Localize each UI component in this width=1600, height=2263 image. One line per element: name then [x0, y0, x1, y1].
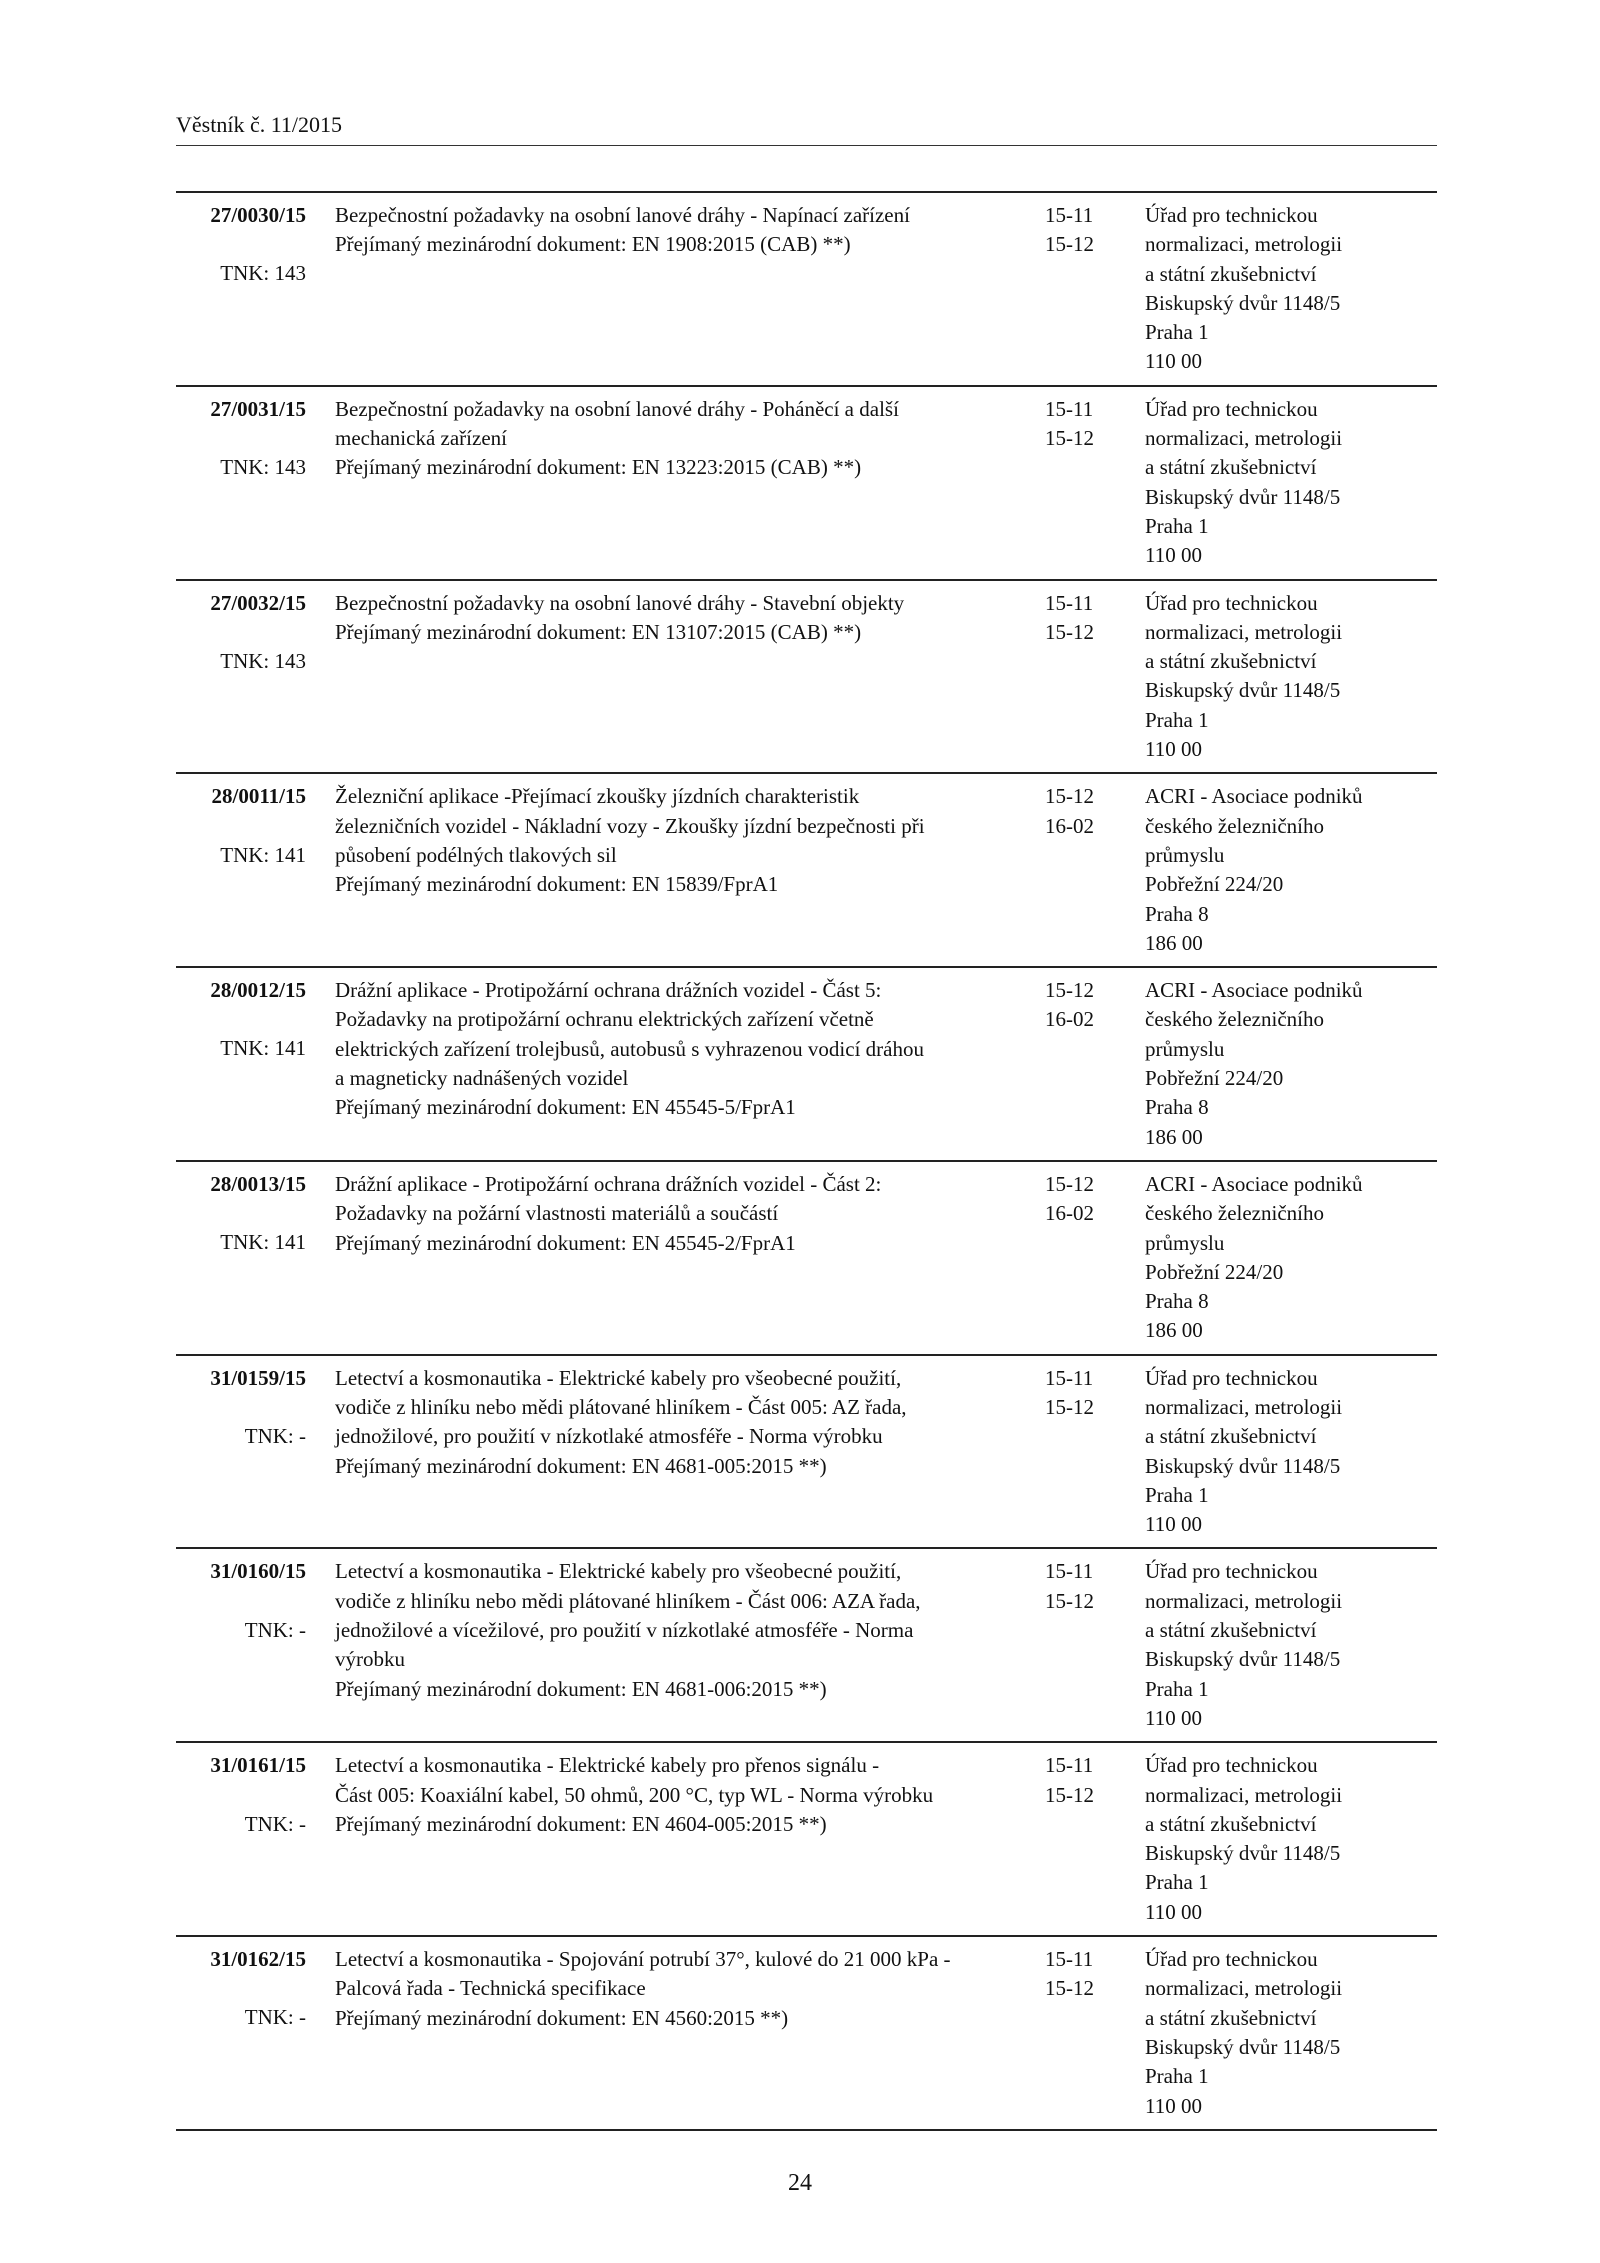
- address-line: normalizaci, metrologii: [1145, 1782, 1343, 1807]
- address-line: ACRI - Asociace podniků: [1145, 1171, 1363, 1196]
- date-line: 15-11: [1045, 1753, 1094, 1778]
- table-row: [176, 1162, 1437, 1356]
- address-line: Praha 1: [1145, 1482, 1209, 1507]
- address-line: Biskupský dvůr 1148/5: [1145, 678, 1341, 703]
- address-cell: [1145, 1751, 1437, 1927]
- tnk-label: TNK: -: [244, 1423, 306, 1448]
- description-line: Přejímaný mezinárodní dokument: EN 45545-5/FprA1: [335, 1095, 796, 1120]
- description-line: Přejímaný mezinárodní dokument: EN 1908:2015 (CAB) **): [335, 232, 851, 257]
- address-line: normalizaci, metrologii: [1145, 1588, 1343, 1613]
- address-line: a státní zkušebnictví: [1145, 261, 1317, 286]
- row-id-cell: [176, 1557, 306, 1733]
- tnk-label: TNK: 143: [220, 455, 306, 480]
- address-line: normalizaci, metrologii: [1145, 232, 1343, 257]
- tnk-label: TNK: -: [244, 2005, 306, 2030]
- address-line: Biskupský dvůr 1148/5: [1145, 1647, 1341, 1672]
- tnk-label: TNK: -: [244, 1617, 306, 1642]
- date-line: 15-11: [1045, 590, 1094, 615]
- description-line: jednožilové, pro použití v nízkotlaké atmosféře - Norma výrobku: [335, 1424, 883, 1449]
- description-line: Přejímaný mezinárodní dokument: EN 4681-005:2015 **): [335, 1453, 827, 1478]
- header-rule: [176, 145, 1437, 146]
- description-line: železničních vozidel - Nákladní vozy - Zkoušky jízdní bezpečnosti při: [335, 813, 925, 838]
- address-line: průmyslu: [1145, 1036, 1225, 1061]
- address-line: Praha 1: [1145, 1870, 1209, 1895]
- date-line: 15-12: [1045, 1782, 1094, 1807]
- address-line: 110 00: [1145, 2093, 1202, 2118]
- tnk-label: TNK: -: [244, 1811, 306, 1836]
- address-line: ACRI - Asociace podniků: [1145, 784, 1363, 809]
- date-line: 16-02: [1045, 1201, 1094, 1226]
- description-line: Drážní aplikace - Protipožární ochrana drážních vozidel - Část 5:: [335, 978, 882, 1003]
- address-line: českého železničního: [1145, 1007, 1324, 1032]
- standard-number: 31/0161/15: [210, 1753, 306, 1778]
- description-line: působení podélných tlakových sil: [335, 842, 617, 867]
- address-line: Praha 1: [1145, 707, 1209, 732]
- address-cell: [1145, 1945, 1437, 2121]
- row-id-cell: [176, 395, 306, 571]
- address-line: Úřad pro technickou: [1145, 396, 1318, 421]
- address-line: průmyslu: [1145, 1230, 1225, 1255]
- address-line: Praha 8: [1145, 1289, 1209, 1314]
- dates-cell: [1045, 1170, 1145, 1346]
- table-row: [176, 193, 1437, 387]
- dates-cell: [1045, 1557, 1145, 1733]
- address-line: Praha 1: [1145, 1676, 1209, 1701]
- description-line: Přejímaný mezinárodní dokument: EN 4681-006:2015 **): [335, 1676, 827, 1701]
- description-line: Železniční aplikace -Přejímací zkoušky jízdních charakteristik: [335, 784, 860, 809]
- description-cell: [335, 589, 1045, 765]
- address-cell: [1145, 976, 1437, 1152]
- description-line: Přejímaný mezinárodní dokument: EN 45545-2/FprA1: [335, 1230, 796, 1255]
- address-cell: [1145, 1170, 1437, 1346]
- address-line: 186 00: [1145, 1318, 1203, 1343]
- address-line: českého železničního: [1145, 1201, 1324, 1226]
- description-cell: [335, 976, 1045, 1152]
- description-line: Letectví a kosmonautika - Spojování potrubí 37°, kulové do 21 000 kPa -: [335, 1947, 951, 1972]
- address-line: Úřad pro technickou: [1145, 590, 1318, 615]
- description-line: výrobku: [335, 1647, 405, 1672]
- standard-number: 27/0031/15: [210, 396, 306, 421]
- standard-number: 31/0162/15: [210, 1947, 306, 1972]
- description-line: Letectví a kosmonautika - Elektrické kabely pro přenos signálu -: [335, 1753, 880, 1778]
- description-cell: [335, 782, 1045, 958]
- dates-cell: [1045, 782, 1145, 958]
- address-line: Pobřežní 224/20: [1145, 872, 1284, 897]
- date-line: 15-11: [1045, 1365, 1094, 1390]
- description-line: a magneticky nadnášených vozidel: [335, 1066, 629, 1091]
- description-line: Přejímaný mezinárodní dokument: EN 4560:2015 **): [335, 2005, 789, 2030]
- description-line: Přejímaný mezinárodní dokument: EN 13107:2015 (CAB) **): [335, 619, 862, 644]
- table-row: [176, 1743, 1437, 1937]
- dates-cell: [1045, 589, 1145, 765]
- standard-number: 31/0160/15: [210, 1559, 306, 1584]
- description-line: Letectví a kosmonautika - Elektrické kabely pro všeobecné použití,: [335, 1559, 902, 1584]
- address-cell: [1145, 589, 1437, 765]
- address-line: Praha 8: [1145, 901, 1209, 926]
- address-cell: [1145, 201, 1437, 377]
- description-line: Drážní aplikace - Protipožární ochrana drážních vozidel - Část 2:: [335, 1171, 882, 1196]
- table-row: [176, 1356, 1437, 1550]
- address-line: Pobřežní 224/20: [1145, 1066, 1284, 1091]
- row-id-cell: [176, 1170, 306, 1346]
- standards-table: [176, 193, 1437, 2131]
- address-line: Úřad pro technickou: [1145, 1947, 1318, 1972]
- description-line: Část 005: Koaxiální kabel, 50 ohmů, 200 °C, typ WL - Norma výrobku: [335, 1782, 934, 1807]
- address-line: 186 00: [1145, 930, 1203, 955]
- table-row: [176, 1937, 1437, 2131]
- address-line: a státní zkušebnictví: [1145, 649, 1317, 674]
- address-line: ACRI - Asociace podniků: [1145, 978, 1363, 1003]
- address-line: normalizaci, metrologii: [1145, 426, 1343, 451]
- row-id-cell: [176, 1364, 306, 1540]
- address-line: Biskupský dvůr 1148/5: [1145, 290, 1341, 315]
- standard-number: 28/0013/15: [210, 1171, 306, 1196]
- address-line: průmyslu: [1145, 842, 1225, 867]
- date-line: 15-11: [1045, 396, 1094, 421]
- address-line: Praha 1: [1145, 320, 1209, 345]
- dates-cell: [1045, 395, 1145, 571]
- table-row: [176, 387, 1437, 581]
- address-line: a státní zkušebnictví: [1145, 2005, 1317, 2030]
- description-line: Palcová řada - Technická specifikace: [335, 1976, 646, 2001]
- address-line: Praha 8: [1145, 1095, 1209, 1120]
- address-line: českého železničního: [1145, 813, 1324, 838]
- description-cell: [335, 395, 1045, 571]
- dates-cell: [1045, 976, 1145, 1152]
- standard-number: 28/0012/15: [210, 978, 306, 1003]
- date-line: 15-12: [1045, 1394, 1094, 1419]
- row-id-cell: [176, 201, 306, 377]
- description-line: Přejímaný mezinárodní dokument: EN 13223:2015 (CAB) **): [335, 455, 862, 480]
- address-line: 110 00: [1145, 543, 1202, 568]
- date-line: 15-12: [1045, 1588, 1094, 1613]
- description-cell: [335, 201, 1045, 377]
- address-line: 110 00: [1145, 1512, 1202, 1537]
- address-line: Úřad pro technickou: [1145, 203, 1318, 227]
- tnk-label: TNK: 141: [220, 842, 306, 867]
- date-line: 15-11: [1045, 203, 1094, 227]
- description-cell: [335, 1170, 1045, 1346]
- address-line: 186 00: [1145, 1124, 1203, 1149]
- address-line: Úřad pro technickou: [1145, 1559, 1318, 1584]
- address-cell: [1145, 1364, 1437, 1540]
- standard-number: 27/0030/15: [210, 203, 306, 227]
- row-id-cell: [176, 976, 306, 1152]
- standard-number: 28/0011/15: [211, 784, 306, 809]
- date-line: 16-02: [1045, 1007, 1094, 1032]
- address-line: Biskupský dvůr 1148/5: [1145, 1453, 1341, 1478]
- date-line: 15-12: [1045, 1976, 1094, 2001]
- standard-number: 31/0159/15: [210, 1365, 306, 1390]
- row-id-cell: [176, 1945, 306, 2121]
- date-line: 15-11: [1045, 1559, 1094, 1584]
- description-line: Bezpečnostní požadavky na osobní lanové dráhy - Poháněcí a další: [335, 396, 899, 421]
- address-line: normalizaci, metrologii: [1145, 1394, 1343, 1419]
- address-line: a státní zkušebnictví: [1145, 1424, 1317, 1449]
- dates-cell: [1045, 201, 1145, 377]
- description-line: vodiče z hliníku nebo mědi plátované hliníkem - Část 006: AZA řada,: [335, 1588, 921, 1613]
- description-line: Přejímaný mezinárodní dokument: EN 4604-005:2015 **): [335, 1811, 827, 1836]
- tnk-label: TNK: 143: [220, 648, 306, 673]
- standard-number: 27/0032/15: [210, 590, 306, 615]
- description-line: elektrických zařízení trolejbusů, autobusů s vyhrazenou vodicí dráhou: [335, 1036, 924, 1061]
- description-cell: [335, 1751, 1045, 1927]
- tnk-label: TNK: 143: [220, 261, 306, 286]
- description-cell: [335, 1557, 1045, 1733]
- date-line: 15-12: [1045, 619, 1094, 644]
- description-cell: [335, 1945, 1045, 2121]
- description-line: Letectví a kosmonautika - Elektrické kabely pro všeobecné použití,: [335, 1365, 902, 1390]
- address-line: 110 00: [1145, 1705, 1202, 1730]
- date-line: 15-12: [1045, 232, 1094, 257]
- dates-cell: [1045, 1364, 1145, 1540]
- description-line: Přejímaný mezinárodní dokument: EN 15839/FprA1: [335, 872, 779, 897]
- row-id-cell: [176, 589, 306, 765]
- row-id-cell: [176, 782, 306, 958]
- address-line: Úřad pro technickou: [1145, 1365, 1318, 1390]
- date-line: 16-02: [1045, 813, 1094, 838]
- date-line: 15-11: [1045, 1947, 1094, 1972]
- date-line: 15-12: [1045, 784, 1094, 809]
- row-id-cell: [176, 1751, 306, 1927]
- description-line: vodiče z hliníku nebo mědi plátované hliníkem - Část 005: AZ řada,: [335, 1394, 907, 1419]
- address-line: Biskupský dvůr 1148/5: [1145, 2034, 1341, 2059]
- address-line: 110 00: [1145, 349, 1202, 374]
- date-line: 15-12: [1045, 426, 1094, 451]
- description-line: Bezpečnostní požadavky na osobní lanové dráhy - Napínací zařízení: [335, 203, 910, 227]
- address-line: Úřad pro technickou: [1145, 1753, 1318, 1778]
- address-line: normalizaci, metrologii: [1145, 619, 1343, 644]
- table-row: [176, 968, 1437, 1162]
- date-line: 15-12: [1045, 978, 1094, 1003]
- table-row: [176, 774, 1437, 968]
- address-line: 110 00: [1145, 737, 1202, 762]
- address-cell: [1145, 782, 1437, 958]
- description-line: Požadavky na požární vlastnosti materiálů a součástí: [335, 1201, 779, 1226]
- page-header-title: Věstník č. 11/2015: [176, 112, 342, 137]
- address-cell: [1145, 395, 1437, 571]
- address-line: a státní zkušebnictví: [1145, 1811, 1317, 1836]
- date-line: 15-12: [1045, 1171, 1094, 1196]
- address-line: Praha 1: [1145, 2064, 1209, 2089]
- dates-cell: [1045, 1751, 1145, 1927]
- description-line: jednožilové a vícežilové, pro použití v nízkotlaké atmosféře - Norma: [335, 1618, 914, 1643]
- address-line: normalizaci, metrologii: [1145, 1976, 1343, 2001]
- address-line: a státní zkušebnictví: [1145, 1618, 1317, 1643]
- tnk-label: TNK: 141: [220, 1036, 306, 1061]
- dates-cell: [1045, 1945, 1145, 2121]
- description-line: Požadavky na protipožární ochranu elektrických zařízení včetně: [335, 1007, 874, 1032]
- description-cell: [335, 1364, 1045, 1540]
- address-cell: [1145, 1557, 1437, 1733]
- address-line: Biskupský dvůr 1148/5: [1145, 484, 1341, 509]
- table-row: [176, 1549, 1437, 1743]
- address-line: 110 00: [1145, 1899, 1202, 1924]
- address-line: a státní zkušebnictví: [1145, 455, 1317, 480]
- description-line: Bezpečnostní požadavky na osobní lanové dráhy - Stavební objekty: [335, 590, 905, 615]
- page-number: 24: [788, 2170, 812, 2196]
- description-line: mechanická zařízení: [335, 426, 507, 451]
- address-line: Pobřežní 224/20: [1145, 1259, 1284, 1284]
- table-row: [176, 581, 1437, 775]
- tnk-label: TNK: 141: [220, 1230, 306, 1255]
- address-line: Praha 1: [1145, 513, 1209, 538]
- address-line: Biskupský dvůr 1148/5: [1145, 1841, 1341, 1866]
